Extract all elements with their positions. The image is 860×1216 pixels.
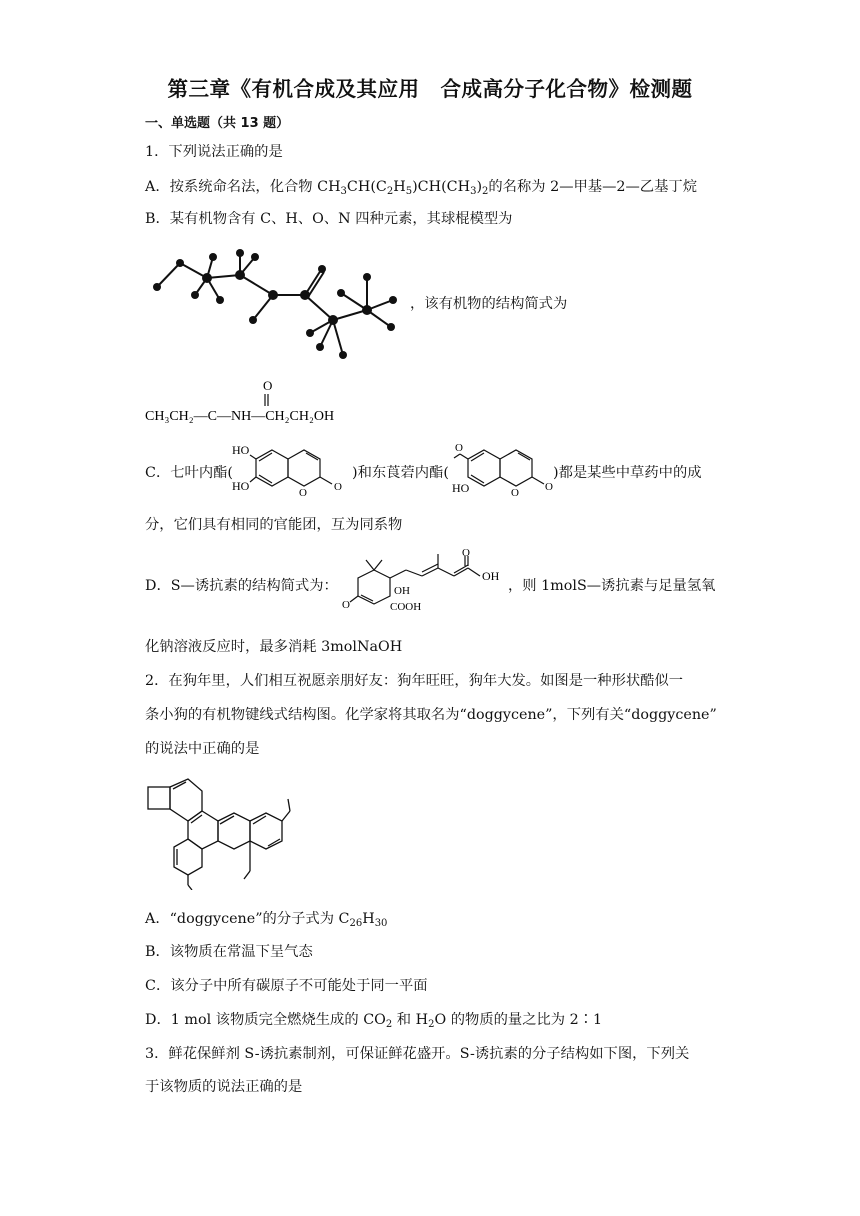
- q1-option-c-cont: 分，它们具有相同的官能团，互为同系物: [145, 517, 403, 533]
- q1-option-b-formula: [145, 378, 365, 424]
- abscisic-acid-structure: [340, 548, 510, 618]
- svg-text:CH₃CH₂—C—NH—CH₂CH₂OH: CH₃CH₂—C—NH—CH₂CH₂OH: [145, 409, 335, 424]
- esculetin-structure: [232, 440, 352, 498]
- svg-text:O: O: [462, 548, 470, 559]
- q1-option-c-after: )都是某些中草药中的成: [553, 465, 702, 481]
- section-heading: 一、单选题（共 13 题）: [145, 116, 290, 131]
- svg-text:OH: OH: [482, 569, 500, 583]
- q2-stem-line2: 条小狗的有机物键线式结构图。化学家将其取名为“doggycene”，下列有关“doggycene”: [145, 707, 717, 723]
- q2-stem-line3: 的说法中正确的是: [145, 741, 260, 757]
- svg-text:O: O: [299, 487, 307, 498]
- doggycene-structure: [140, 775, 300, 890]
- scopoletin-structure: [452, 440, 557, 498]
- svg-text:COOH: COOH: [390, 601, 422, 613]
- svg-text:O: O: [455, 442, 463, 454]
- q2-option-c: C．该分子中所有碳原子不可能处于同一平面: [145, 978, 428, 994]
- q3-stem-line1: 3．鲜花保鲜剂 S-诱抗素制剂，可保证鲜花盛开。S-诱抗素的分子结构如下图，下列关: [145, 1046, 690, 1062]
- q2-option-b: B．该物质在常温下呈气态: [145, 944, 313, 960]
- q1-option-a: A．按系统命名法，化合物 $CH_3CH(C_2H_5)CH(CH_3)_2$的名称为 2—甲基—2—乙基丁烷: [145, 179, 697, 197]
- svg-text:HO: HO: [232, 443, 250, 457]
- q1-option-d-cont: 化钠溶液反应时，最多消耗 3molNaOH: [145, 639, 403, 655]
- svg-text:HO: HO: [452, 481, 470, 495]
- ball-and-stick-model: [145, 245, 405, 360]
- q1-option-b-after: ，该有机物的结构简式为: [410, 296, 568, 312]
- q1-option-b: B．某有机物含有 C、H、O、N 四种元素，其球棍模型为: [145, 211, 513, 227]
- q1-option-c: C．七叶内酯(: [145, 465, 234, 481]
- svg-text:O: O: [545, 481, 553, 493]
- q2-option-a: A．“doggycene”的分子式为 $C_{26}H_{30}$: [145, 911, 388, 929]
- q1-option-d: D．S—诱抗素的结构简式为：: [145, 578, 338, 594]
- svg-text:O: O: [263, 378, 273, 393]
- svg-text:HO: HO: [232, 479, 250, 493]
- q1-stem: 1．下列说法正确的是: [145, 144, 283, 160]
- q3-stem-line2: 于该物质的说法正确的是: [145, 1079, 303, 1095]
- q2-stem-line1: 2．在狗年里，人们相互祝愿亲朋好友：狗年旺旺，狗年大发。如图是一种形状酷似一: [145, 673, 684, 689]
- svg-text:O: O: [342, 599, 350, 611]
- svg-text:O: O: [511, 487, 519, 498]
- page-title: 第三章《有机合成及其应用 合成高分子化合物》检测题: [167, 77, 693, 101]
- q1-option-d-after: ，则 1molS—诱抗素与足量氢氧: [508, 578, 716, 594]
- q2-option-d: D．1 mol 该物质完全燃烧生成的 $CO_2$ 和 $H_2O$ 的物质的量之比为 2∶1: [145, 1012, 603, 1030]
- svg-text:O: O: [334, 481, 342, 493]
- svg-text:OH: OH: [394, 585, 410, 597]
- q1-option-c-mid: )和东莨菪内酯(: [352, 465, 449, 481]
